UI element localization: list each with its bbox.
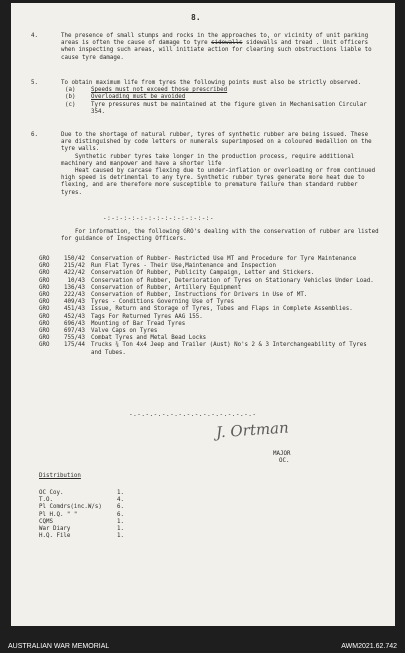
list-item: (b) Overloading must be avoided bbox=[65, 94, 186, 101]
distribution-list bbox=[39, 490, 124, 540]
list-item: Pl H.Q. " " 6. bbox=[39, 511, 124, 518]
list-item: (c) Tyre pressures must be maintained at the figure given in Mechanisation Circular 354. bbox=[65, 101, 367, 115]
paragraph-4 bbox=[31, 33, 381, 62]
list-item: GRO 696/43 Mounting of Bar Tread Tyres bbox=[39, 320, 186, 327]
list-item: GRO 222/43 Conservation of Rubber, Instructions for Drivers in Use of MT. bbox=[39, 292, 308, 299]
signature: J. Ortman bbox=[215, 418, 290, 442]
page-number: 8. bbox=[191, 13, 201, 22]
list-item: T.O. 4. bbox=[39, 497, 124, 504]
paragraph-number: 4. bbox=[31, 33, 38, 39]
paragraph-text-cont: sidewalls and tread . Unit officers when inspecting such areas, will initiate action for clearing such obstructions liable to cause tyre damage. bbox=[61, 40, 372, 61]
signatory-block bbox=[273, 451, 290, 465]
footer-source: AUSTRALIAN WAR MEMORIAL bbox=[8, 643, 110, 650]
paragraph-text-3: Heat caused by carcase flexing due to under-inflation or overloading or from continued high speed is detrimental to any tyre. Synthetic rubber tyres generate more heat due to flexing, and are therefore more susceptible to premature failure than standard rubber tyres. bbox=[61, 168, 376, 196]
list-item: CQMS 1. bbox=[39, 518, 124, 525]
paragraph-6 bbox=[31, 132, 381, 197]
list-item: GRO 10/43 Conservation of Rubber, Deterioration of Tyres on Stationary Vehicles Under Load. bbox=[39, 277, 374, 284]
paragraph-5 bbox=[31, 80, 381, 116]
position: OC. bbox=[279, 458, 290, 465]
list-item: GRO 175/44 Trucks ¾ Ton 4x4 Jeep and Trailer (Aust) No's 2 & 3 Interchangeability of Tyres and Tubes. bbox=[39, 342, 367, 356]
list-item: GRO 215/42 Run Flat Tyres - Their Use,Maintenance and Inspection bbox=[39, 263, 276, 270]
paragraph-number: 6. bbox=[31, 132, 38, 138]
paragraph-intro: To obtain maximum life from tyres the following points must also be strictly observed. bbox=[61, 80, 362, 86]
archive-footer bbox=[0, 627, 405, 653]
list-item: OC Coy. 1. bbox=[39, 490, 124, 496]
list-item: GRO 136/43 Conservation of Rubber, Artillery Equipment bbox=[39, 284, 242, 291]
separator: -.-.-.-.-.-.-.-.-.-.-.-.-.-.-.- bbox=[129, 411, 257, 418]
info-paragraph bbox=[31, 229, 381, 243]
info-text: For information, the following GRO's dealing with the conservation of rubber are listed for guidance of Inspecting Officers. bbox=[61, 229, 379, 243]
paragraph-text-2: Synthetic rubber tyres take longer in the production process, require additional machinery and manpower and have a shorter life bbox=[61, 153, 355, 167]
list-item: GRO 451/43 Issue, Return and Storage of Tyres, Tubes and Flaps in Complete Assemblies. bbox=[39, 306, 353, 313]
rank: MAJOR bbox=[273, 451, 291, 457]
struck-word: sidewalls bbox=[211, 40, 243, 47]
gro-list bbox=[39, 256, 374, 357]
list-item: GRO 452/43 Tags For Returned Tyres AAG 155. bbox=[39, 313, 203, 320]
paragraph-number: 5. bbox=[31, 80, 38, 86]
separator: -:-:-:-:-:-:-:-:-:-:-:-:-:- bbox=[103, 215, 215, 222]
list-item: GRO 409/43 Tyres - Conditions Governing Use of Tyres bbox=[39, 299, 235, 306]
document-page bbox=[11, 3, 395, 626]
list-item: War Diary 1. bbox=[39, 526, 124, 533]
list-item: GRO 150/42 Conservation of Rubber- Restricted Use MT and Procedure for Tyre Maintenance bbox=[39, 256, 357, 262]
distribution-title: Distribution bbox=[39, 473, 81, 479]
list-item: GRO 697/43 Valve Caps on Tyres bbox=[39, 328, 158, 335]
list-item: Pl Comdrs(inc.W/s) 6. bbox=[39, 504, 124, 511]
paragraph-text: Due to the shortage of natural rubber, tyres of synthetic rubber are being issued. These are distinguished by code letters or numerals superimposed on a coloured medallion on the tyre walls. bbox=[61, 132, 372, 153]
footer-accession-id: AWM2021.62.742 bbox=[341, 643, 397, 650]
paragraph-text: The presence of small stumps and rocks in the approaches to, or vicinity of unit parking areas is often the cause of damage to tyre bbox=[61, 33, 369, 47]
list-item: (a) Speeds must not exceed those prescribed bbox=[65, 87, 228, 94]
list-item: GRO 422/42 Conservation Of Rubber, Publicity Campaign, Letter and Stickers. bbox=[39, 270, 315, 277]
list-item: GRO 755/43 Combat Tyres and Metal Bead Locks bbox=[39, 335, 207, 342]
list-item: H.Q. File 1. bbox=[39, 533, 124, 540]
